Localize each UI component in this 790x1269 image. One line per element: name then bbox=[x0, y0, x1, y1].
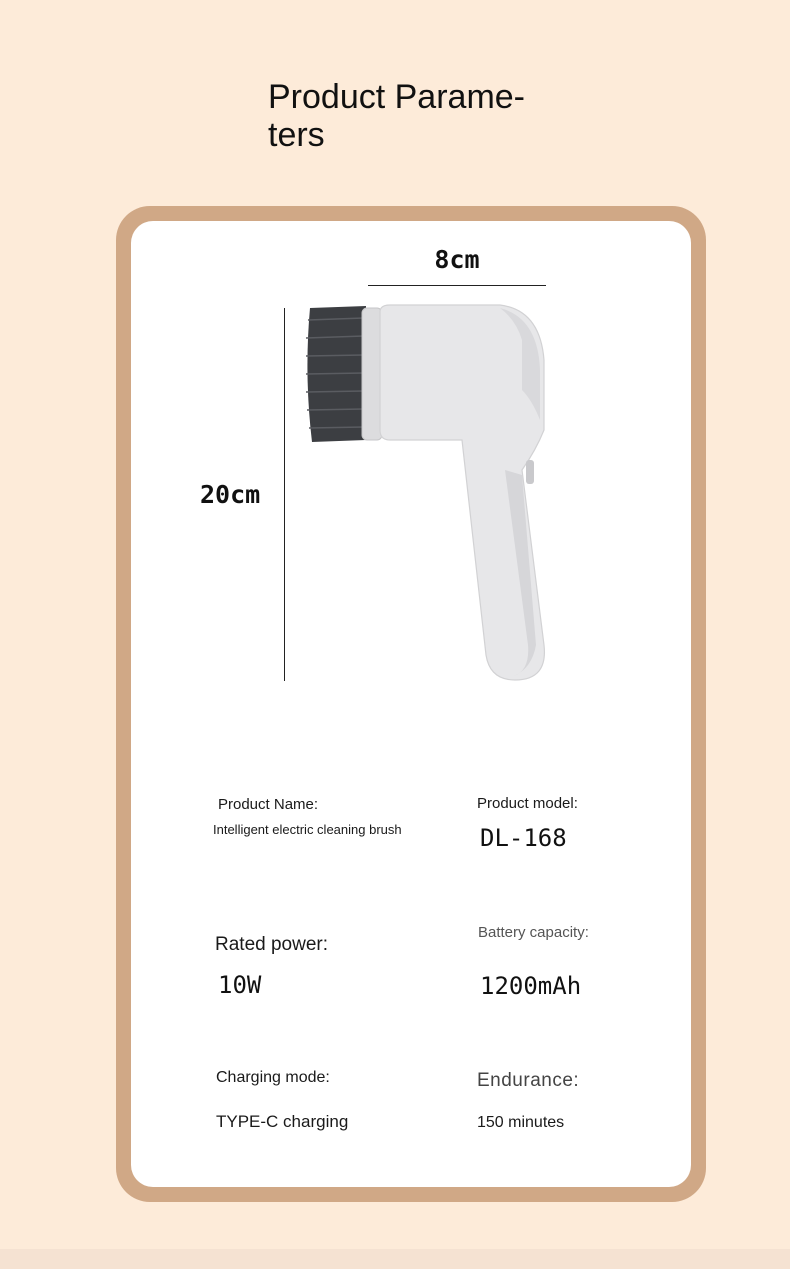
rated-power-label: Rated power: bbox=[215, 934, 329, 955]
width-dimension-line bbox=[368, 285, 546, 286]
bottom-strip bbox=[0, 1249, 790, 1269]
cleaning-brush-image bbox=[300, 300, 560, 690]
battery-capacity-label: Battery capacity: bbox=[478, 924, 589, 941]
charging-mode-value: TYPE-C charging bbox=[216, 1112, 349, 1131]
battery-capacity-value: 1200mAh bbox=[480, 972, 582, 1000]
product-name-value: Intelligent electric cleaning brush bbox=[213, 822, 402, 837]
page-title-line: ters bbox=[268, 116, 325, 154]
product-model-value: DL-168 bbox=[480, 824, 567, 852]
product-name-label: Product Name: bbox=[218, 796, 319, 813]
product-model-label: Product model: bbox=[477, 795, 578, 812]
brush-bristles bbox=[306, 306, 366, 442]
endurance-value: 150 minutes bbox=[477, 1114, 565, 1131]
width-dimension-label: 8cm bbox=[434, 245, 480, 274]
endurance-label: Endurance: bbox=[477, 1070, 580, 1091]
height-dimension-line bbox=[284, 308, 285, 681]
charging-mode-label: Charging mode: bbox=[216, 1069, 330, 1086]
page-title bbox=[268, 78, 558, 154]
height-dimension-label: 20cm bbox=[200, 480, 261, 509]
page-title-line: Product Parame- bbox=[268, 78, 525, 116]
rated-power-value: 10W bbox=[218, 971, 262, 999]
